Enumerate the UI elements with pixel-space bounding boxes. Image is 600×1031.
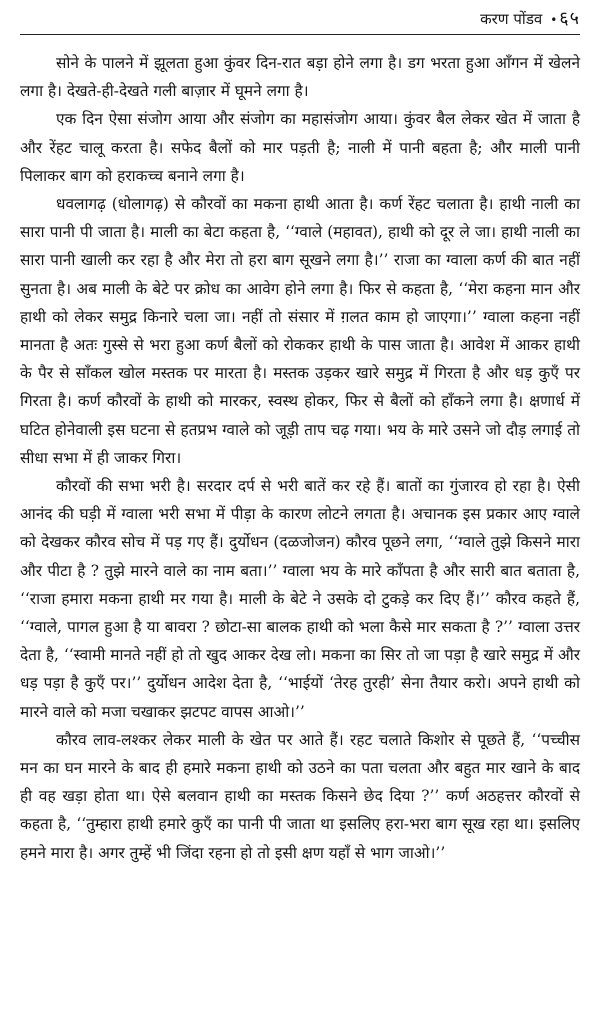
paragraph-4: कौरवों की सभा भरी है। सरदार दर्प से भरी बातें कर रहे हैं। बातों का गुंजारव हो रहा है। ऐसी आनंद की घड़ी में ग्वाला भरी सभा में पीड़ा के कारण लोटने लगता है। अचानक इस प्रकार आए ग्वाले को देखकर कौरव सोच में पड़ गए हैं। दुर्योधन (दळजोजन) कौरव पूछने लगा, ‘‘ग्वाले तुझे किसने मारा और पीटा है ? तुझे मारने वाले का नाम बता।’’ ग्वाला भय के मारे काँपता है और सारी बात बताता है, ‘‘राजा हमारा मकना हाथी मर गया है। माली के बेटे ने उसके दो टुकड़े कर दिए हैं।’’ कौरव कहते हैं, ‘‘ग्वाले, पागल हुआ है या बावरा ? छोटा-सा बालक हाथी को भला कैसे मार सकता है ?’’ ग्वाला उत्तर देता है, ‘‘स्वामी मानते नहीं हो तो खुद आकर देख लो। मकना का सिर तो जा पड़ा है खारे समुद्र में और धड़ पड़ा है कुएँ पर।’’ दुर्योधन आदेश देता है, ‘‘भाईयों ‘तेरह तुरही’ सेना तैयार करो। अपने हाथी को मारने वाले को मजा चखाकर झटपट वापस आओ।’’ (20, 477, 580, 721)
page-number: ६५ (559, 8, 580, 29)
running-title: करण पोंडव (480, 10, 543, 28)
paragraph-5: कौरव लाव-लश्कर लेकर माली के खेत पर आते हैं। रहट चलाते किशोर से पूछते हैं, ‘‘पच्चीस मन का घन मारने के बाद ही हमारे मकना हाथी को उठने का पता चलता और बहुत मार खाने के बाद ही वह खड़ा होता था। ऐसे बलवान हाथी का मस्तक किसने छेद दिया ?’’ कर्ण अठहत्तर कौरवों से कहता है, ‘‘तुम्हारा हाथी हमारे कुएँ का पानी पी जाता था इसलिए हरा-भरा बाग सूख रहा था। इसलिए हमने मारा है। अगर तुम्हें भी जिंदा रहना हो तो इसी क्षण यहाँ से भाग जाओ।’’ (20, 730, 580, 862)
paragraph-3: धवलागढ़ (धोलागढ़) से कौरवों का मकना हाथी आता है। कर्ण रेंहट चलाता है। हाथी नाली का सारा पानी पी जाता है। माली का बेटा कहता है, ‘‘ग्वाले (महावत), हाथी को दूर ले जा। हाथी नाली का सारा पानी खाली कर रहा है और मेरा तो हरा बाग सूखने लगा है।’’ राजा का ग्वाला कर्ण की बात नहीं सुनता है। अब माली के बेटे पर क्रोध का आवेग होने लगा है। फिर से कहता है, ‘‘मेरा कहना मान और हाथी को लेकर समुद्र किनारे चला जा। नहीं तो संसार में ग़लत काम हो जाएगा।’’ ग्वाला कहना नहीं मानता है अतः गुस्से से भरा हुआ कर्ण बैलों को रोककर हाथी के पास जाता है। आवेश में आकर हाथी के पैर से साँकल खोल मस्तक पर मारता है। मस्तक उड़कर खारे समुद्र में गिरता है और धड़ कुएँ पर गिरता है। कर्ण कौरवों के हाथी को मारकर, स्वस्थ होकर, फिर से बैलों को हाँकने लगा है। क्षणार्ध में घटित होनेवाली इस घटना से हतप्रभ ग्वाले को जूड़ी ताप चढ़ गया। भय के मारे उसने जो दौड़ लगाई तो सीधा सभा में ही जाकर गिरा। (20, 195, 580, 467)
body-text (20, 49, 580, 867)
paragraph-2: एक दिन ऐसा संजोग आया और संजोग का महासंजोग आया। कुंवर बैल लेकर खेत में जाता है और रेंहट चालू करता है। सफेद बैलों को मार पड़ती है; नाली में पानी बहता है; और माली पानी पिलाकर बाग को हराकच्च बनाने लगा है। (20, 110, 580, 185)
paragraph-1: सोने के पालने में झूलता हुआ कुंवर दिन-रात बड़ा होने लगा है। डग भरता हुआ आँगन में खेलने लगा है। देखते-ही-देखते गली बाज़ार में घूमने लगा है। (20, 54, 580, 101)
header-bullet: • (550, 13, 558, 27)
running-header (20, 6, 580, 32)
header-rule (20, 34, 580, 35)
